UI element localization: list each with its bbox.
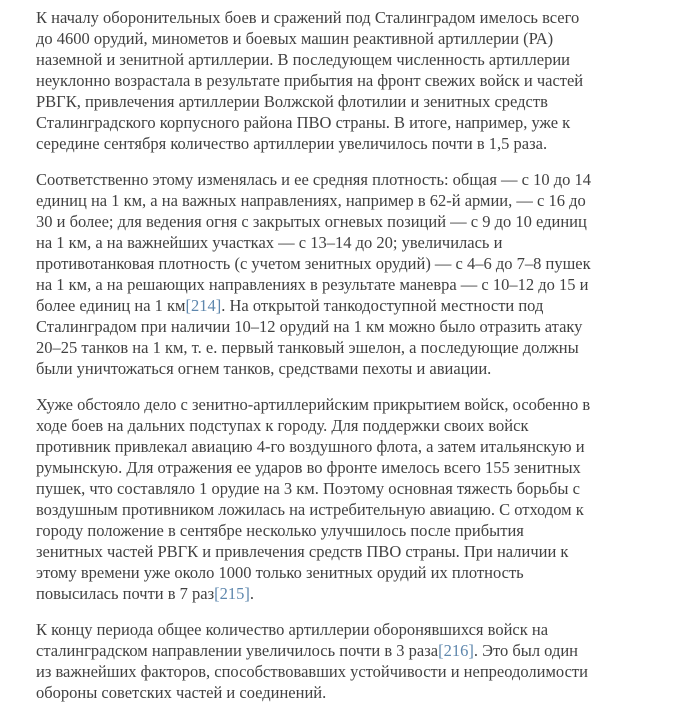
text-run: К концу периода общее количество артиллерии оборонявшихся войск на сталинградском направлении увеличилось почти в 3 раза	[36, 620, 549, 660]
footnote-link[interactable]: [216]	[438, 641, 474, 660]
text-run: Соответственно этому изменялась и ее средняя плотность: общая — с 10 до 14 единиц на 1 км, а на важных направлениях, например в 62-й армии, — с 16 до 30 и более; для ведения огня с закрытых огневых позиций — с 9 до 10 единиц на 1 км, а на важнейших участках — с 13–14 до 20; увеличилась и противотанковая плотность (с учетом зенитных орудий) — с 4–6 до 7–8 пушек на 1 км, а на решающих направлениях в результате маневра — с 10–12 до 15 и более единиц на 1 км	[36, 170, 592, 315]
text-run: Хуже обстояло дело с зенитно-артиллерийским прикрытием войск, особенно в ходе боев на дальних подступах к городу. Для поддержки своих войск противник привлекал авиацию 4-го воздушного флота, а затем итальянскую и румынскую. Для отражения ее ударов во фронте имелось всего 155 зенитных пушек, что составляло 1 орудие на 3 км. Поэтому основная тяжесть борьбы с воздушным противником ложилась на истребительную авиацию. С отходом к городу положение в сентябре несколько улучшилось после прибытия зенитных частей РВГК и привлечения средств ПВО страны. При наличии к этому времени уже около 1000 только зенитных орудий их плотность повысилась почти в 7 раз	[36, 395, 591, 603]
text-run: . На открытой танкодоступной местности под Сталинградом при наличии 10–12 орудий на 1 км можно было отразить атаку 20–25 танков на 1 км, т. е. первый танковый эшелон, а последующие должны были уничтожаться огнем танков, средствами пехоты и авиации.	[36, 296, 583, 378]
text-run: К началу оборонительных боев и сражений под Сталинградом имелось всего до 4600 орудий, минометов и боевых машин реактивной артиллерии (РА) наземной и зенитной артиллерии. В последующем численность артиллерии неуклонно возрастала в результате прибытия на фронт свежих войск и частей РВГК, привлечения артиллерии Волжской флотилии и зенитных средств Сталинградского корпусного района ПВО страны. В итоге, например, уже к середине сентября количество артиллерии увеличилось почти в 1,5 раза.	[36, 8, 584, 153]
footnote-link[interactable]: [215]	[214, 584, 250, 603]
text-run: .	[249, 584, 255, 603]
footnote-link[interactable]: [214]	[185, 296, 222, 315]
paragraph	[36, 169, 594, 379]
paragraph	[36, 7, 594, 154]
text-run: . Это был один из важнейших факторов, способствовавших устойчивости и непреодолимости обороны советских частей и соединений.	[36, 641, 588, 702]
paragraph	[36, 619, 594, 703]
paragraph	[36, 394, 594, 604]
